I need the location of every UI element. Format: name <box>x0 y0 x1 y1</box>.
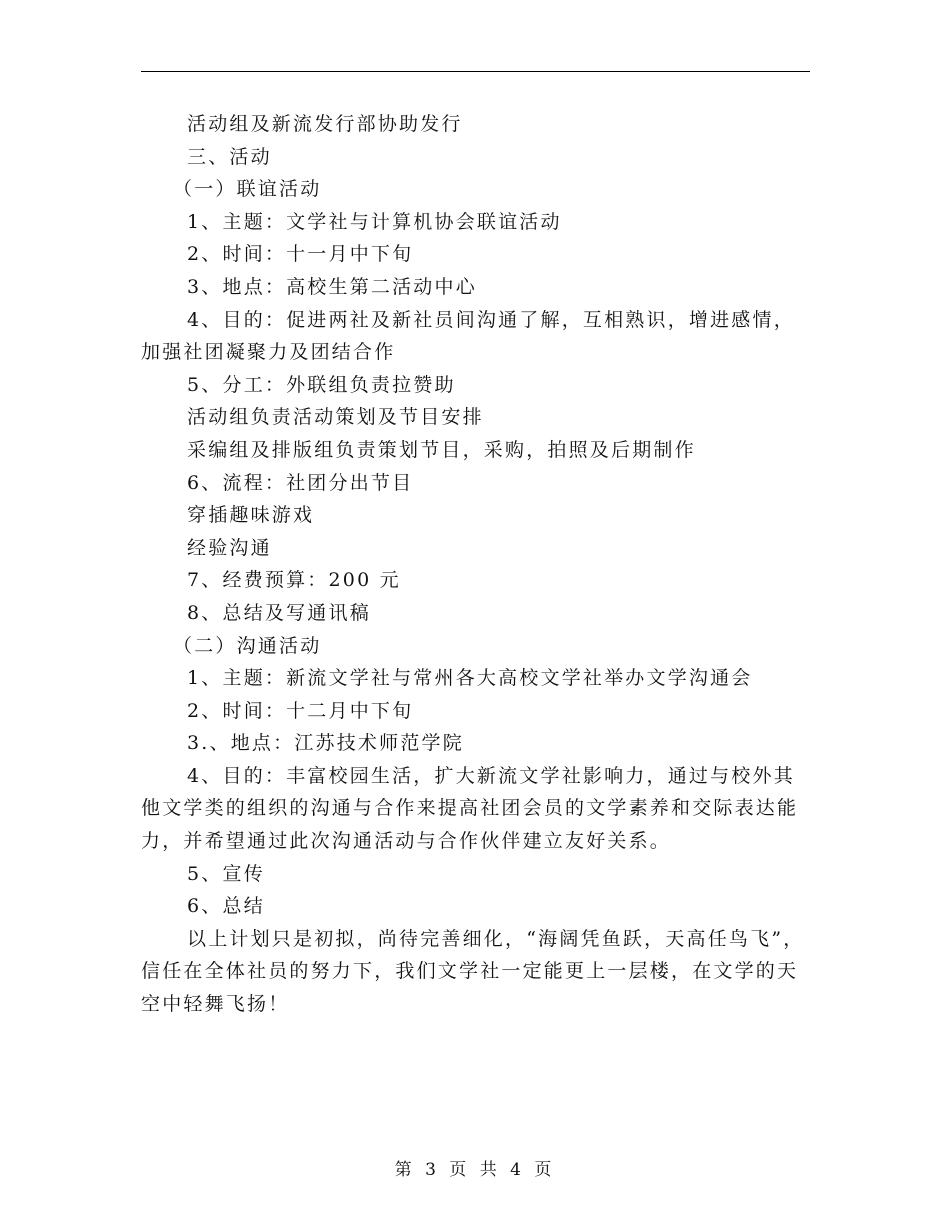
document-body <box>141 108 810 1021</box>
process-games: 穿插趣味游戏 <box>187 504 315 527</box>
division-activity-group: 活动组负责活动策划及节目安排 <box>187 406 484 429</box>
closing-paragraph: 以上计划只是初拟，尚待完善细化，“海阔凭鱼跃，天高任鸟飞”，信任在全体社员的努力下，我们文学社一定能更上一层楼，在文学的天空中轻舞飞扬！ <box>141 927 805 1016</box>
item-location: 3、地点：高校生第二活动中心 <box>187 275 477 298</box>
item-publicity: 5、宣传 <box>187 862 265 885</box>
paragraph-distribution: 活动组及新流发行部协助发行 <box>187 113 463 135</box>
subsection-heading-exchange: （二）沟通活动 <box>173 634 322 657</box>
division-editing-group: 采编组及排版组负责策划节目，采购，拍照及后期制作 <box>187 438 696 461</box>
page-number: 第 3 页 共 4 页 <box>394 1160 556 1180</box>
subsection-heading-social: （一）联谊活动 <box>173 178 322 201</box>
item-purpose-2: 4、目的：丰富校园生活，扩大新流文学社影响力，通过与校外其他文学类的组织的沟通与合作来提高社团会员的文学素养和交际表达能力，并希望通过此次沟通活动与合作伙伴建立友好关系。 <box>141 764 799 853</box>
item-division: 5、分工：外联组负责拉赞助 <box>187 373 456 396</box>
item-time: 2、时间：十一月中下旬 <box>187 243 414 266</box>
section-heading-activities: 三、活动 <box>187 145 272 168</box>
process-exchange: 经验沟通 <box>187 536 272 559</box>
item-theme: 1、主题：文学社与计算机协会联谊活动 <box>187 210 562 233</box>
item-summary: 8、总结及写通讯稿 <box>187 601 371 624</box>
item-process: 6、流程：社团分出节目 <box>187 471 414 494</box>
header-rule <box>141 71 810 72</box>
item-location-2: 3.、地点：江苏技术师范学院 <box>187 732 464 755</box>
item-time-2: 2、时间：十二月中下旬 <box>187 699 414 722</box>
item-theme-2: 1、主题：新流文学社与常州各大高校文学社举办文学沟通会 <box>187 667 753 690</box>
item-budget: 7、经费预算：200 元 <box>187 569 401 592</box>
item-summary-2: 6、总结 <box>187 895 265 918</box>
item-purpose: 4、目的：促进两社及新社员间沟通了解，互相熟识，增进感情，加强社团凝聚力及团结合作 <box>141 308 795 364</box>
